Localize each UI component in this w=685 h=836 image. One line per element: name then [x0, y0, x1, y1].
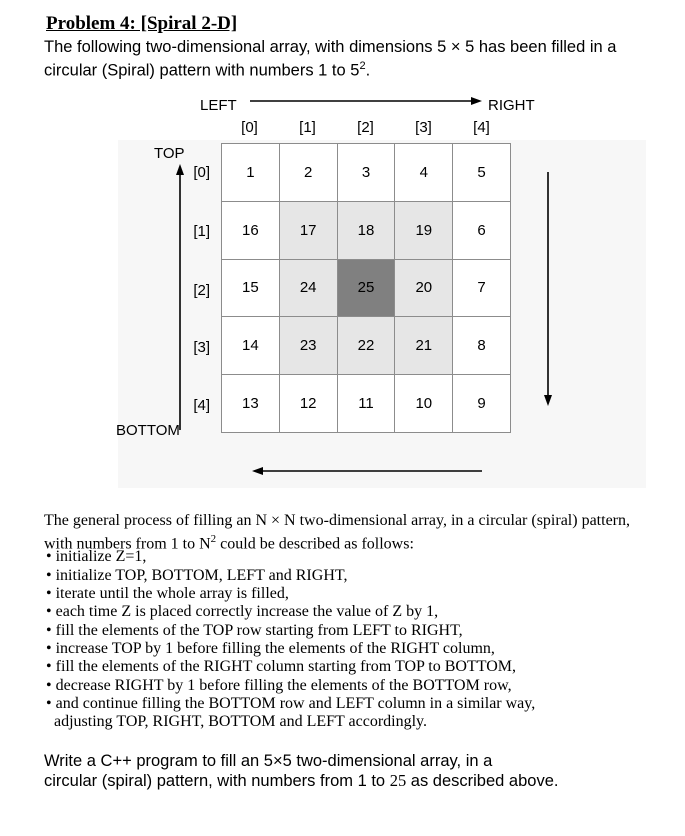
grid-cell: 24: [280, 260, 338, 318]
bullet-item: • and continue filling the BOTTOM row and LEFT column in a similar way,: [46, 695, 536, 712]
grid-cell: 11: [338, 375, 396, 433]
spiral-grid: [221, 143, 511, 433]
grid-cell: 16: [222, 202, 280, 260]
column-index-3: [3]: [415, 119, 432, 136]
column-index-4: [4]: [473, 119, 490, 136]
final-line-2-number: 25: [389, 771, 407, 790]
grid-cell: 23: [280, 317, 338, 375]
intro-line-1: The following two-dimensional array, with dimensions 5 × 5 has been filled in a: [44, 38, 617, 56]
row-index-1: [1]: [193, 223, 210, 240]
bullet-continuation: adjusting TOP, RIGHT, BOTTOM and LEFT accordingly.: [54, 713, 428, 730]
intro-superscript: 2: [359, 60, 366, 72]
bullet-text: initialize TOP, BOTTOM, LEFT and RIGHT,: [55, 566, 348, 584]
left-to-right-arrow: [250, 97, 482, 105]
grid-cell: 19: [395, 202, 453, 260]
row-index-2: [2]: [193, 282, 210, 299]
grid-cell: 14: [222, 317, 280, 375]
process-superscript: 2: [210, 533, 217, 545]
grid-cell: 10: [395, 375, 453, 433]
top-to-bottom-arrow: [544, 172, 552, 406]
bullet-text: increase TOP by 1 before filling the elements of the RIGHT column,: [55, 640, 495, 657]
bullet-text: iterate until the whole array is filled,: [55, 585, 289, 602]
bullet-text: each time Z is placed correctly increase the value of Z by 1,: [55, 603, 439, 620]
bullet-text: fill the elements of the TOP row starting from LEFT to RIGHT,: [55, 621, 463, 639]
problem-title: Problem 4: [Spiral 2-D]: [46, 13, 238, 34]
row-index-3: [3]: [193, 339, 210, 356]
bullet-item: • fill the elements of the RIGHT column starting from TOP to BOTTOM,: [46, 658, 517, 675]
grid-cell: 9: [453, 375, 511, 433]
right-label: RIGHT: [488, 97, 535, 114]
row-index-0: [0]: [193, 164, 210, 181]
grid-cell: 22: [338, 317, 396, 375]
process-intro-line-1: The general process of filling an N × N two-dimensional array, in a circular (spiral) pattern,: [44, 512, 630, 529]
column-index-2: [2]: [357, 119, 374, 136]
bullet-item: • fill the elements of the TOP row starting from LEFT to RIGHT,: [46, 621, 463, 639]
grid-cell: 21: [395, 317, 453, 375]
grid-cell: 18: [338, 202, 396, 260]
column-index-0: [0]: [241, 119, 258, 136]
final-instruction-line-1: Write a C++ program to fill an 5×5 two-dimensional array, in a: [44, 752, 493, 770]
bottom-label: BOTTOM: [116, 422, 180, 439]
bullet-item: • initialize TOP, BOTTOM, LEFT and RIGHT,: [46, 566, 348, 584]
final-line-2-text: circular (spiral) pattern, with numbers from 1 to: [44, 772, 390, 790]
right-to-left-arrow: [252, 467, 482, 475]
grid-cell: 2: [280, 144, 338, 202]
bullet-item: • iterate until the whole array is filled,: [46, 585, 289, 602]
grid-cell: 13: [222, 375, 280, 433]
process-intro-end: could be described as follows:: [216, 535, 414, 553]
grid-cell: 8: [453, 317, 511, 375]
grid-cell: 20: [395, 260, 453, 318]
grid-cell: 17: [280, 202, 338, 260]
left-label: LEFT: [200, 97, 237, 114]
grid-cell: 6: [453, 202, 511, 260]
grid-cell-center: 25: [338, 260, 396, 318]
final-line-2-end: as described above.: [406, 772, 559, 790]
intro-line-2-text: circular (Spiral) pattern with numbers 1 to 5: [44, 61, 360, 80]
grid-cell: 15: [222, 260, 280, 318]
intro-line-2-end: .: [365, 61, 371, 80]
bullet-item: • initialize Z=1,: [46, 548, 147, 565]
grid-cell: 4: [395, 144, 453, 202]
column-index-1: [1]: [299, 119, 316, 136]
bullet-text: decrease RIGHT by 1 before filling the elements of the BOTTOM row,: [55, 676, 512, 694]
bullet-item: • each time Z is placed correctly increase the value of Z by 1,: [46, 603, 439, 620]
row-index-4: [4]: [193, 397, 210, 414]
grid-cell: 5: [453, 144, 511, 202]
grid-cell: 12: [280, 375, 338, 433]
top-label: TOP: [154, 145, 185, 162]
process-intro-text: with numbers from 1 to N: [44, 535, 211, 553]
bullet-text: initialize Z=1,: [55, 548, 147, 565]
bullet-text: and continue filling the BOTTOM row and LEFT column in a similar way,: [55, 695, 536, 712]
bullet-item: • decrease RIGHT by 1 before filling the elements of the BOTTOM row,: [46, 676, 512, 694]
final-instruction-line-2: [44, 771, 558, 791]
grid-cell: 7: [453, 260, 511, 318]
bullet-item: • increase TOP by 1 before filling the elements of the RIGHT column,: [46, 640, 495, 657]
grid-cell: 3: [338, 144, 396, 202]
bullet-text: fill the elements of the RIGHT column starting from TOP to BOTTOM,: [55, 658, 517, 675]
grid-cell: 1: [222, 144, 280, 202]
